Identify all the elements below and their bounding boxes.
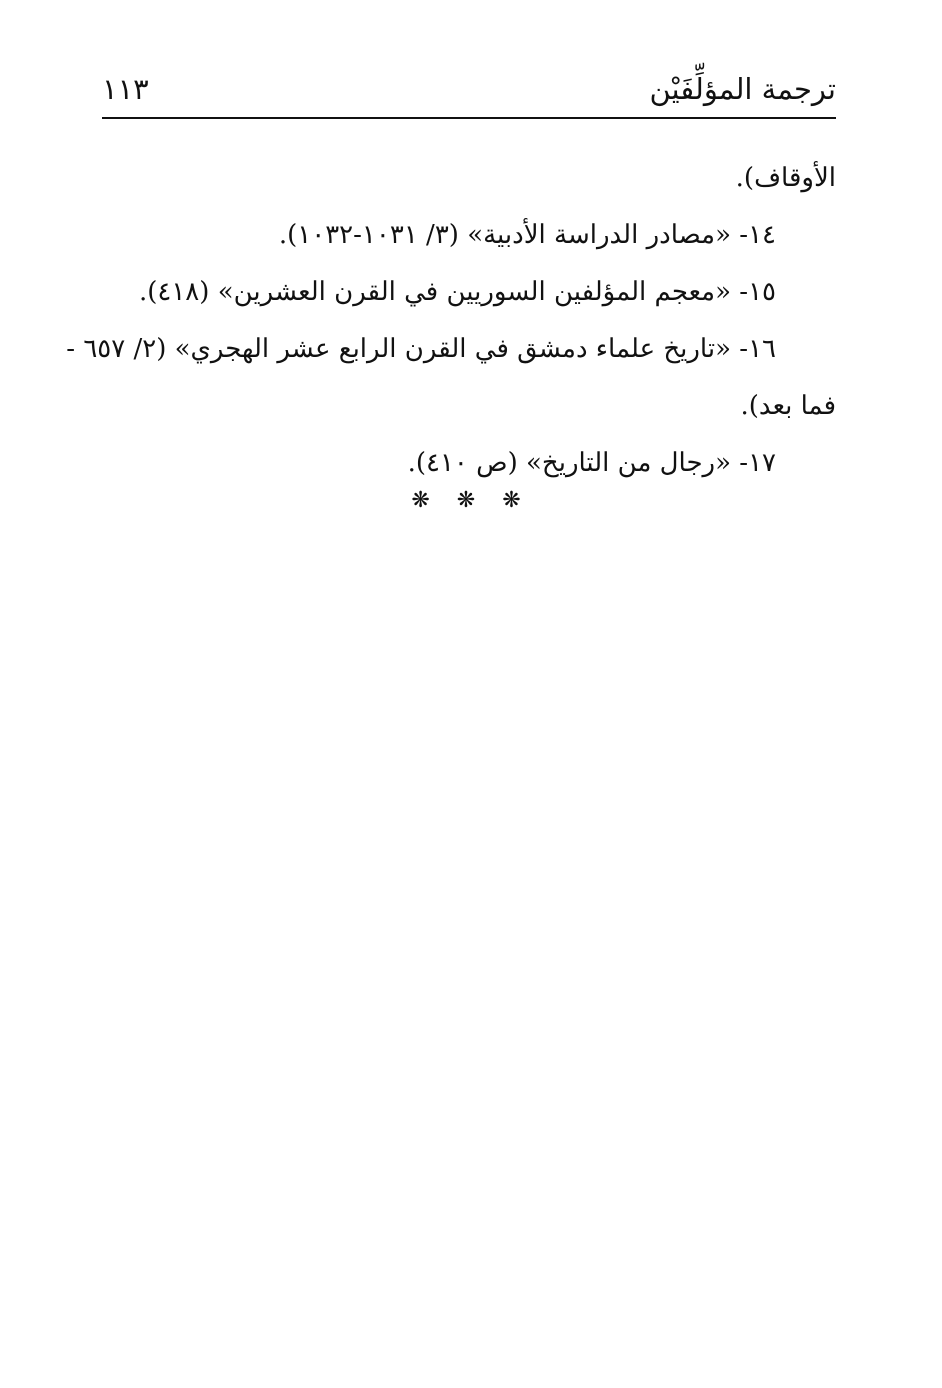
running-title: ترجمة المؤلِّفَيْن <box>649 72 836 106</box>
continuation-line: الأوقاف). <box>735 163 836 193</box>
list-item-14: ١٤- «مصادر الدراسة الأدبية» (٣/ ١٠٣١-١٠٣٢). <box>278 220 776 250</box>
section-end-ornament: ❋ ❋ ❋ <box>411 488 531 513</box>
list-item-17: ١٧- «رجال من التاريخ» (ص ٤١٠). <box>407 448 776 478</box>
page-header <box>102 66 836 118</box>
list-item-16: ١٦- «تاريخ علماء دمشق في القرن الرابع عشر الهجري» (٢/ ٦٥٧ - <box>66 334 776 364</box>
page-number: ١١٣ <box>102 72 149 106</box>
list-item-16-continuation: فما بعد). <box>740 391 836 421</box>
header-rule <box>102 117 836 119</box>
list-item-15: ١٥- «معجم المؤلفين السوريين في القرن العشرين» (٤١٨). <box>138 277 776 307</box>
page-body <box>66 150 836 492</box>
